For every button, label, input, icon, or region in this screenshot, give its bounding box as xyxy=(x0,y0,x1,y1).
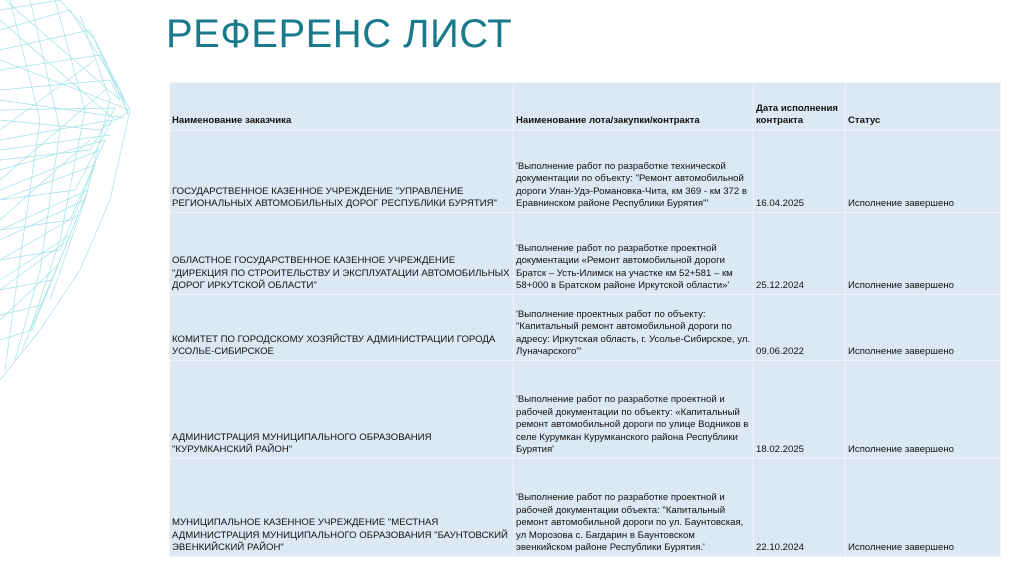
table-row xyxy=(170,295,1001,361)
contract-cell: 'Выполнение работ по разработке проектной и рабочей документации по объекту: «Капитальный ремонт автомобильной дороги по улице Водников в селе Курумкан Курумканского района Республики Бурятия' xyxy=(514,361,754,459)
table-header-row xyxy=(170,83,1001,131)
contract-cell: 'Выполнение работ по разработке проектной документации «Ремонт автомобильной дороги Братск – Усть-Илимск на участке км 52+581 – км 58+000 в Братском районе Иркутской области»' xyxy=(514,213,754,295)
header-status: Статус xyxy=(846,83,1001,131)
contract-cell: 'Выполнение работ по разработке проектной и рабочей документации объекта: "Капитальный ремонт автомобильной дороги по ул. Баунтовская, ул Морозова с. Багдарин в Баунтовском эвенкийском районе Республики Бурятия.' xyxy=(514,459,754,557)
table-row xyxy=(170,459,1001,557)
reference-table xyxy=(169,82,1001,557)
customer-cell: МУНИЦИПАЛЬНОЕ КАЗЕННОЕ УЧРЕЖДЕНИЕ "МЕСТНАЯ АДМИНИСТРАЦИЯ МУНИЦИПАЛЬНОГО ОБРАЗОВАНИЯ "БАУНТОВСКИЙ ЭВЕНКИЙСКИЙ РАЙОН" xyxy=(170,459,514,557)
contract-cell: 'Выполнение проектных работ по объекту: "Капитальный ремонт автомобильной дороги по адресу: Иркутская область, г. Усолье-Сибирское, ул. Луначарского"' xyxy=(514,295,754,361)
status-cell: Исполнение завершено xyxy=(846,361,1001,459)
date-cell: 16.04.2025 xyxy=(754,131,846,213)
status-cell: Исполнение завершено xyxy=(846,131,1001,213)
date-cell: 25.12.2024 xyxy=(754,213,846,295)
status-cell: Исполнение завершено xyxy=(846,213,1001,295)
table-row xyxy=(170,361,1001,459)
header-customer: Наименование заказчика xyxy=(170,83,514,131)
customer-cell: КОМИТЕТ ПО ГОРОДСКОМУ ХОЗЯЙСТВУ АДМИНИСТРАЦИИ ГОРОДА УСОЛЬЕ-СИБИРСКОЕ xyxy=(170,295,514,361)
contract-cell: 'Выполнение работ по разработке технической документации по объекту: "Ремонт автомобильной дороги Улан-Удэ-Романовка-Чита, км 369 - км 372 в Еравнинском районе Республики Бурятия"' xyxy=(514,131,754,213)
table-row xyxy=(170,131,1001,213)
status-cell: Исполнение завершено xyxy=(846,295,1001,361)
header-contract: Наименование лота/закупки/контракта xyxy=(514,83,754,131)
customer-cell: АДМИНИСТРАЦИЯ МУНИЦИПАЛЬНОГО ОБРАЗОВАНИЯ "КУРУМКАНСКИЙ РАЙОН" xyxy=(170,361,514,459)
slide-title: РЕФЕРЕНС ЛИСТ xyxy=(166,12,513,56)
date-cell: 18.02.2025 xyxy=(754,361,846,459)
table-row xyxy=(170,213,1001,295)
customer-cell: ОБЛАСТНОЕ ГОСУДАРСТВЕННОЕ КАЗЕННОЕ УЧРЕЖДЕНИЕ "ДИРЕКЦИЯ ПО СТРОИТЕЛЬСТВУ И ЭКСПЛУАТАЦИИ АВТОМОБИЛЬНЫХ ДОРОГ ИРКУТСКОЙ ОБЛАСТИ" xyxy=(170,213,514,295)
status-cell: Исполнение завершено xyxy=(846,459,1001,557)
date-cell: 09.06.2022 xyxy=(754,295,846,361)
wireframe-decoration xyxy=(0,0,140,400)
date-cell: 22.10.2024 xyxy=(754,459,846,557)
header-date: Дата исполнения контракта xyxy=(754,83,846,131)
customer-cell: ГОСУДАРСТВЕННОЕ КАЗЕННОЕ УЧРЕЖДЕНИЕ "УПРАВЛЕНИЕ РЕГИОНАЛЬНЫХ АВТОМОБИЛЬНЫХ ДОРОГ РЕСПУБЛИКИ БУРЯТИЯ" xyxy=(170,131,514,213)
